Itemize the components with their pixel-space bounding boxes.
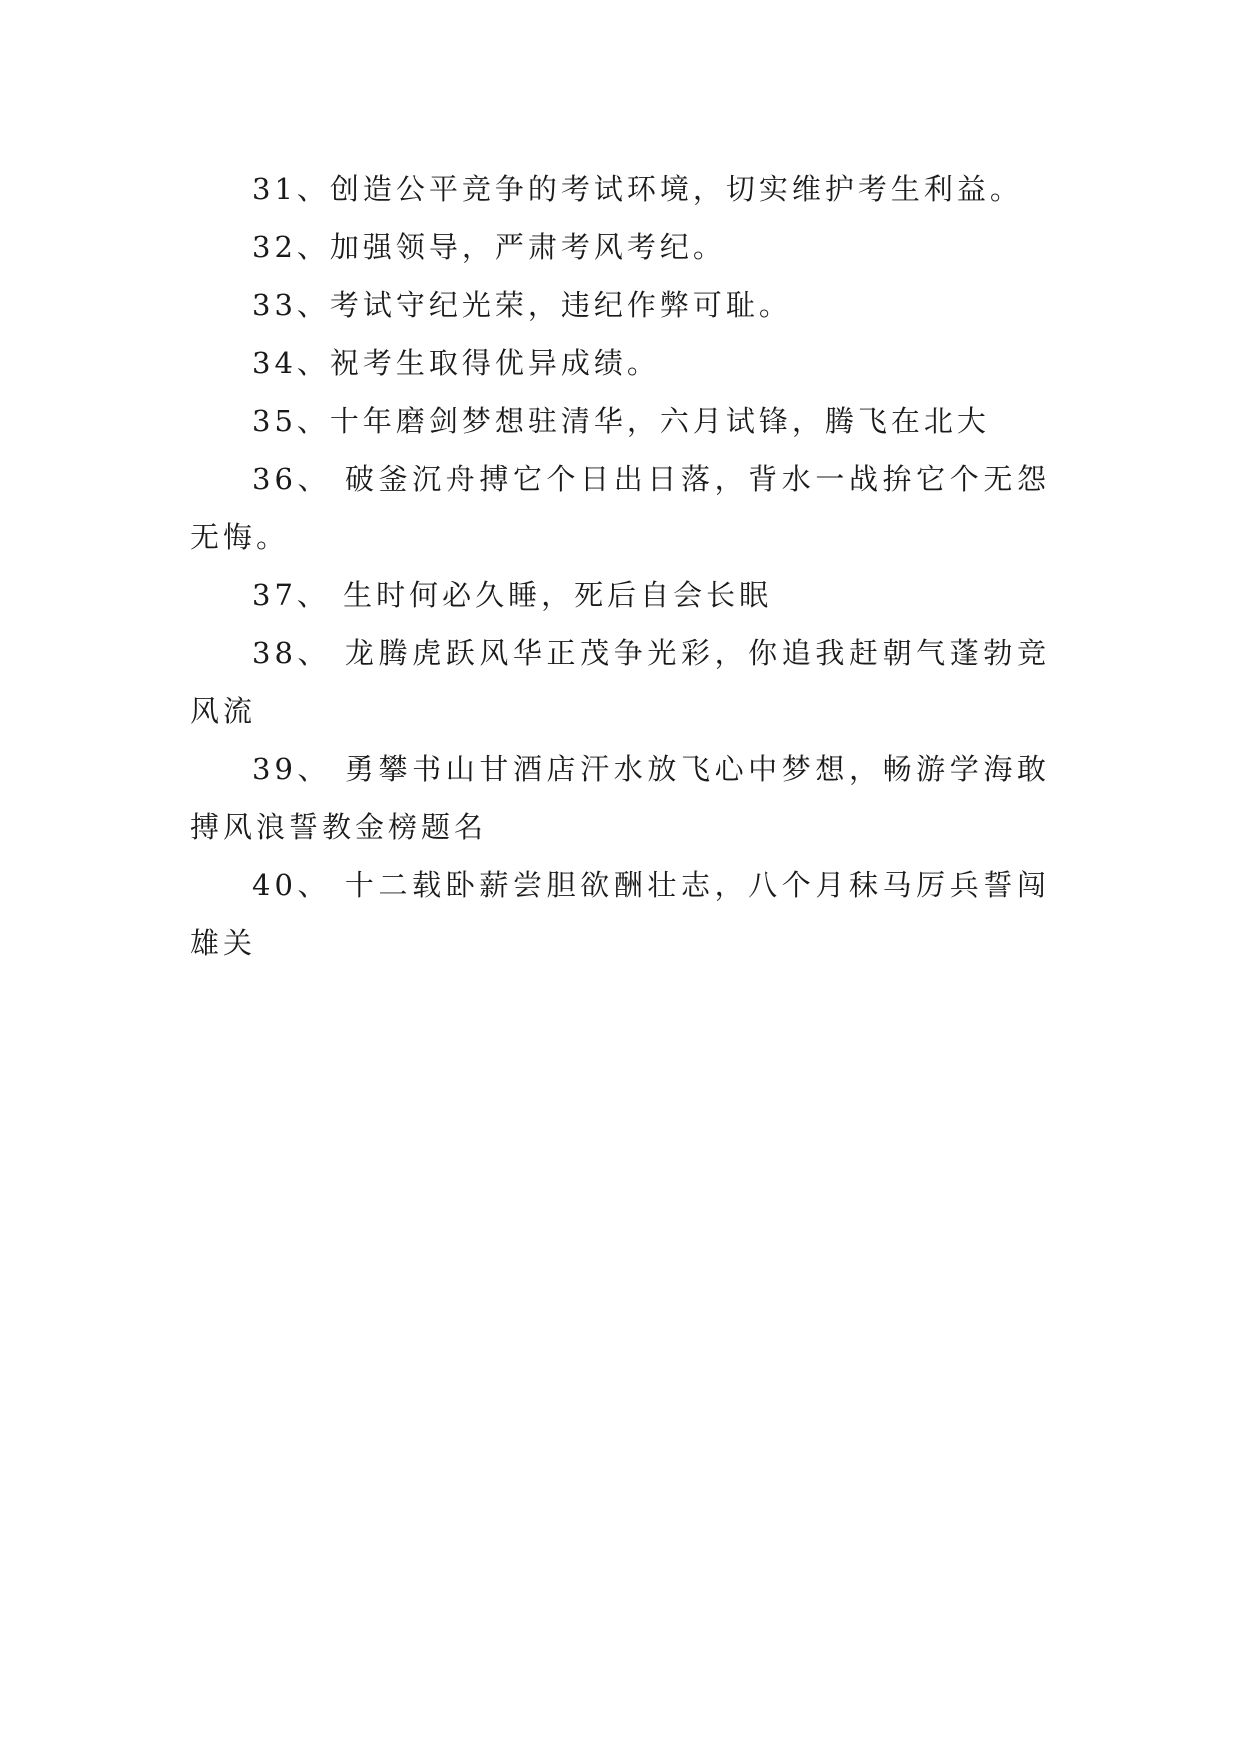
paragraph-38: 38、 龙腾虎跃风华正茂争光彩，你追我赶朝气蓬勃竞风流 [190,636,1050,728]
paragraph-35: 35、十年磨剑梦想驻清华，六月试锋，腾飞在北大 [252,404,990,438]
paragraph-37: 37、 生时何必久睡，死后自会长眠 [252,578,773,612]
paragraph-34: 34、祝考生取得优异成绩。 [252,346,660,380]
paragraph-32: 32、加强领导，严肃考风考纪。 [252,230,726,264]
paragraph-33: 33、考试守纪光荣，违纪作弊可耻。 [252,288,792,322]
paragraph-31: 31、创造公平竞争的考试环境，切实维护考生利益。 [252,172,1023,206]
paragraph-39: 39、 勇攀书山甘酒店汗水放飞心中梦想，畅游学海敢搏风浪誓教金榜题名 [190,752,1050,844]
document-body [190,160,1050,972]
paragraph-40: 40、 十二载卧薪尝胆欲酬壮志，八个月秣马厉兵誓闯雄关 [190,868,1050,960]
paragraph-36: 36、 破釜沉舟搏它个日出日落，背水一战拚它个无怨无悔。 [190,462,1050,554]
